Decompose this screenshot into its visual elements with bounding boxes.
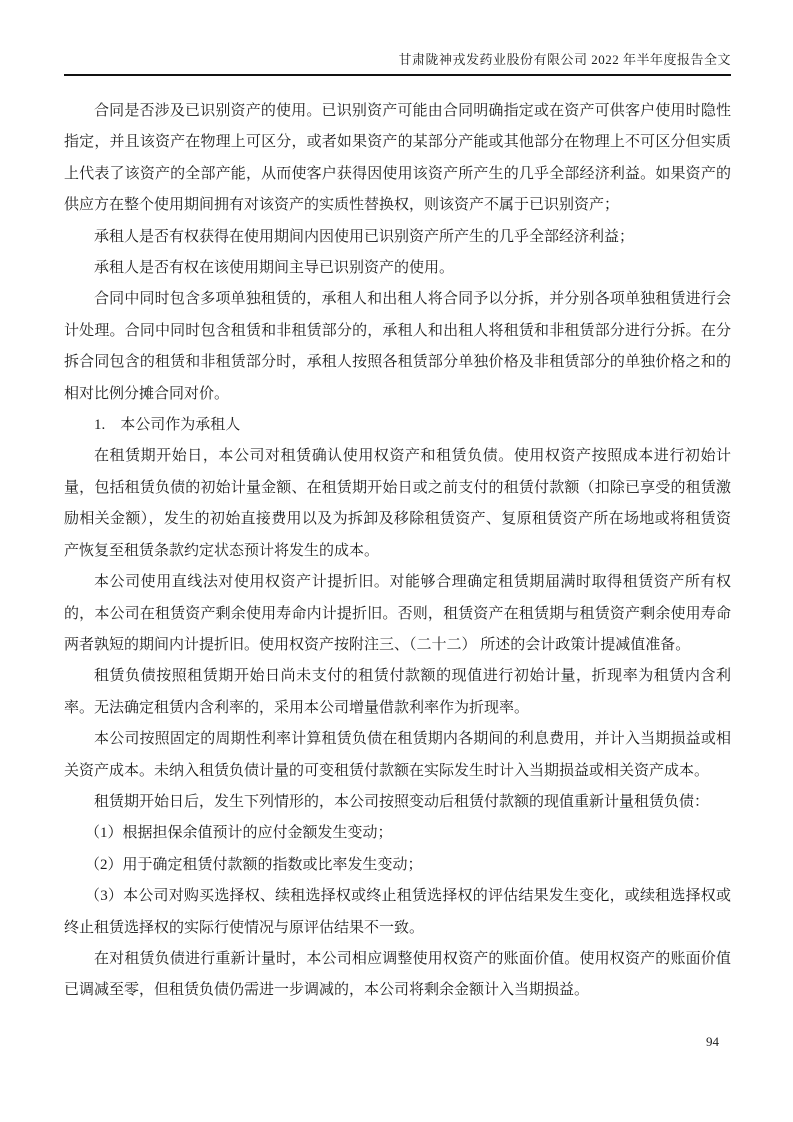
list-item-3-option-reassessment: （3）本公司对购买选择权、续租选择权或终止租赁选择权的评估结果发生变化，或续租选择权或终止租赁选择权的实际行使情况与原评估结果不一致。 <box>64 888 731 936</box>
list-item-2-index-rate-change: （2）用于确定租赁付款额的指数或比率发生变动； <box>85 856 423 873</box>
paragraph-depreciation-policy: 本公司使用直线法对使用权资产计提折旧。对能够合理确定租赁期届满时取得租赁资产所有权的，本公司在租赁资产剩余使用寿命内计提折旧。否则，租赁资产在租赁期与租赁资产剩余使用寿命两者孰短的期间内计提折旧。使用权资产按附注三、（二十二） 所述的会计政策计提减值准备。 <box>64 574 731 653</box>
list-item-1-guaranteed-residual: （1）根据担保余值预计的应付金额发生变动； <box>85 825 393 842</box>
paragraph-contract-identified-asset: 合同是否涉及已识别资产的使用。已识别资产可能由合同明确指定或在资产可供客户使用时隐性指定，并且该资产在物理上可区分，或者如果资产的某部分产能或其他部分在物理上不可区分但实质上代表了该资产的全部产能，从而使客户获得因使用该资产所产生的几乎全部经济利益。如果资产的供应方在整个使用期间拥有对该资产的实质性替换权，则该资产不属于已识别资产； <box>64 103 731 214</box>
paragraph-remeasurement-adjustment: 在对租赁负债进行重新计量时，本公司相应调整使用权资产的账面价值。使用权资产的账面价值已调减至零，但租赁负债仍需进一步调减的，本公司将剩余金额计入当期损益。 <box>64 950 731 999</box>
paragraph-lease-liability-initial: 租赁负债按照租赁期开始日尚未支付的租赁付款额的现值进行初始计量，折现率为租赁内含利率。无法确定租赁内含利率的，采用本公司增量借款利率作为折现率。 <box>64 668 731 716</box>
paragraph-lessee-economic-benefit: 承租人是否有权获得在使用期间内因使用已识别资产所产生的几乎全部经济利益； <box>94 228 635 245</box>
page-header <box>64 0 731 76</box>
paragraph-interest-expense: 本公司按照固定的周期性利率计算租赁负债在租赁期内各期间的利息费用，并计入当期损益或相关资产成本。未纳入租赁负债计量的可变租赁付款额在实际发生时计入当期损益或相关资产成本。 <box>64 731 731 779</box>
paragraph-lessee-direct-use: 承租人是否有权在该使用期间主导已识别资产的使用。 <box>94 260 455 277</box>
paragraph-initial-measurement: 在租赁期开始日，本公司对租赁确认使用权资产和租赁负债。使用权资产按照成本进行初始计量，包括租赁负债的初始计量金额、在租赁期开始日或之前支付的租赁付款额（扣除已享受的租赁激励相关金额），发生的初始直接费用以及为拆卸及移除租赁资产、复原租赁资产所在场地或将租赁资产恢复至租赁条款约定状态预计将发生的成本。 <box>64 448 731 559</box>
paragraph-contract-split: 合同中同时包含多项单独租赁的，承租人和出租人将合同予以分拆，并分别各项单独租赁进行会计处理。合同中同时包含租赁和非租赁部分的，承租人和出租人将租赁和非租赁部分进行分拆。在分拆合同包含的租赁和非租赁部分时，承租人按照各租赁部分单独价格及非租赁部分的单独价格之和的相对比例分摊合同对价。 <box>64 291 731 402</box>
document-body <box>64 96 731 1007</box>
report-title: 甘肃陇神戎发药业股份有限公司 2022 年半年度报告全文 <box>64 52 731 76</box>
paragraph-remeasurement-intro: 租赁期开始日后，发生下列情形的，本公司按照变动后租赁付款额的现值重新计量租赁负债： <box>94 793 710 810</box>
section-heading-company-as-lessee: 1. 本公司作为承租人 <box>94 417 241 434</box>
page-number: 94 <box>706 1034 719 1049</box>
